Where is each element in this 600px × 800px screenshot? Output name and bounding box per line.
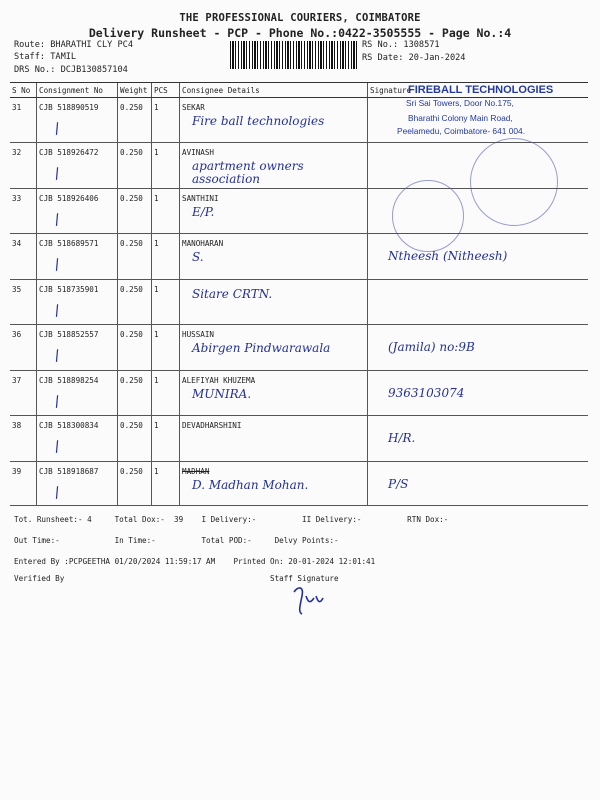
- handwritten-note: Fire ball technologies: [192, 114, 325, 128]
- cell-consignment-no: [37, 462, 118, 506]
- cell-weight: [118, 280, 152, 325]
- cell-consignment-no: [37, 189, 118, 234]
- pen-tick-mark: /: [50, 210, 65, 229]
- cell-pcs-text: 1: [154, 239, 159, 248]
- cell-weight-text: 0.250: [120, 467, 143, 476]
- cell-consignment-no-text: CJB 518926406: [39, 194, 99, 203]
- cell-consignee: [180, 416, 368, 462]
- cell-consignee: [180, 325, 368, 371]
- cell-sno: [10, 371, 37, 416]
- cell-weight-text: 0.250: [120, 148, 143, 157]
- handwritten-note: MUNIRA.: [192, 387, 252, 401]
- handwritten-note: apartment owners association: [192, 159, 304, 186]
- cell-sno: [10, 416, 37, 462]
- col-consignment: Consignment No: [37, 83, 118, 98]
- handwritten-signature: P/S: [388, 477, 409, 491]
- cell-sno: [10, 234, 37, 280]
- col-signature: Signature: [368, 83, 589, 98]
- pen-tick-mark: /: [50, 164, 65, 183]
- stamp-company-name: FIREBALL TECHNOLOGIES: [408, 84, 554, 96]
- cell-consignment-no: [37, 371, 118, 416]
- rs-number: RS No.: 1308571: [362, 40, 440, 50]
- runsheet-subtitle: Delivery Runsheet - PCP - Phone No.:0422-3505555 - Page No.:4: [88, 26, 512, 40]
- staff-signature-label: Staff Signature: [270, 574, 339, 583]
- cell-pcs: [152, 98, 180, 143]
- round-stamp: [470, 138, 558, 226]
- cell-signature: [368, 280, 589, 325]
- consignee-name: MADHAN: [182, 467, 210, 476]
- cell-consignee: [180, 234, 368, 280]
- col-sno: S No: [10, 83, 37, 98]
- cell-weight: [118, 234, 152, 280]
- cell-consignment-no-text: CJB 518689571: [39, 239, 99, 248]
- consignee-name: HUSSAIN: [182, 330, 215, 339]
- staff-signature-mark: [288, 582, 328, 622]
- cell-sno-text: 35: [12, 285, 22, 294]
- cell-pcs-text: 1: [154, 148, 159, 157]
- cell-consignment-no: [37, 98, 118, 143]
- handwritten-note: Abirgen Pindwarawala: [192, 341, 331, 355]
- handwritten-signature: H/R.: [388, 431, 416, 445]
- cell-consignee: [180, 371, 368, 416]
- cell-sno: [10, 325, 37, 371]
- cell-consignment-no-text: CJB 518898254: [39, 376, 99, 385]
- cell-weight: [118, 462, 152, 506]
- rs-date: RS Date: 20-Jan-2024: [362, 53, 466, 63]
- cell-sno-text: 34: [12, 239, 22, 248]
- cell-weight-text: 0.250: [120, 376, 143, 385]
- cell-weight-text: 0.250: [120, 285, 143, 294]
- cell-pcs-text: 1: [154, 194, 159, 203]
- consignee-name: SEKAR: [182, 103, 205, 112]
- cell-weight-text: 0.250: [120, 421, 143, 430]
- footer-totals: Tot. Runsheet:- 4 Total Dox:- 39 I Delivery:- II Delivery:- RTN Dox:-: [14, 515, 449, 524]
- cell-weight: [118, 143, 152, 189]
- cell-sno-text: 32: [12, 148, 22, 157]
- cell-consignee: [180, 280, 368, 325]
- pen-tick-mark: /: [50, 392, 65, 411]
- cell-sno: [10, 143, 37, 189]
- col-pcs: PCS: [152, 83, 180, 98]
- col-weight: Weight: [118, 83, 152, 98]
- cell-sno-text: 31: [12, 103, 22, 112]
- cell-pcs: [152, 234, 180, 280]
- cell-consignee: [180, 98, 368, 143]
- consignee-name: ALEFIYAH KHUZEMA: [182, 376, 256, 385]
- cell-pcs: [152, 371, 180, 416]
- consignee-name: SANTHINI: [182, 194, 219, 203]
- barcode: [230, 41, 358, 69]
- staff-label: Staff: TAMIL: [14, 52, 77, 62]
- pen-tick-mark: /: [50, 301, 65, 320]
- cell-weight-text: 0.250: [120, 103, 143, 112]
- cell-signature: [368, 462, 589, 506]
- cell-weight-text: 0.250: [120, 194, 143, 203]
- cell-pcs-text: 1: [154, 285, 159, 294]
- cell-consignment-no: [37, 143, 118, 189]
- cell-sno: [10, 462, 37, 506]
- cell-pcs: [152, 462, 180, 506]
- cell-sno-text: 39: [12, 467, 22, 476]
- cell-pcs: [152, 143, 180, 189]
- cell-weight: [118, 416, 152, 462]
- consignee-name: MANOHARAN: [182, 239, 224, 248]
- cell-pcs: [152, 325, 180, 371]
- cell-pcs-text: 1: [154, 376, 159, 385]
- table-row: [10, 371, 588, 416]
- cell-sno-text: 36: [12, 330, 22, 339]
- pen-tick-mark: /: [50, 119, 65, 138]
- stamp-address-3: Peelamedu, Coimbatore- 641 004.: [397, 126, 526, 136]
- stamp-address-1: Sri Sai Towers, Door No.175,: [406, 98, 514, 108]
- cell-consignment-no: [37, 325, 118, 371]
- stamp-address-2: Bharathi Colony Main Road,: [408, 113, 513, 123]
- verified-by: Verified By: [14, 574, 65, 583]
- cell-sno-text: 37: [12, 376, 22, 385]
- cell-consignment-no-text: CJB 518735901: [39, 285, 99, 294]
- route-label: Route: BHARATHI CLY PC4: [14, 40, 133, 50]
- cell-signature: [368, 416, 589, 462]
- cell-consignment-no: [37, 234, 118, 280]
- handwritten-note: E/P.: [192, 205, 215, 219]
- cell-sno-text: 38: [12, 421, 22, 430]
- cell-weight-text: 0.250: [120, 330, 143, 339]
- cell-sno-text: 33: [12, 194, 22, 203]
- cell-pcs: [152, 280, 180, 325]
- cell-signature: [368, 371, 589, 416]
- consignee-name: DEVADHARSHINI: [182, 421, 242, 430]
- handwritten-signature: Ntheesh (Nitheesh): [388, 249, 508, 263]
- table-row: [10, 280, 588, 325]
- handwritten-note: D. Madhan Mohan.: [192, 478, 309, 492]
- pen-tick-mark: /: [50, 483, 65, 502]
- table-row: [10, 325, 588, 371]
- handwritten-note: S.: [192, 250, 204, 264]
- cell-signature: [368, 325, 589, 371]
- round-stamp-2: [392, 180, 464, 252]
- cell-weight: [118, 189, 152, 234]
- cell-consignee: [180, 143, 368, 189]
- cell-consignment-no: [37, 416, 118, 462]
- cell-pcs-text: 1: [154, 103, 159, 112]
- cell-pcs-text: 1: [154, 421, 159, 430]
- drs-label: DRS No.: DCJB130857104: [14, 65, 128, 75]
- handwritten-signature: (Jamila) no:9B: [388, 340, 475, 354]
- cell-consignment-no-text: CJB 518300834: [39, 421, 99, 430]
- table-row: [10, 416, 588, 462]
- cell-consignment-no-text: CJB 518890519: [39, 103, 99, 112]
- cell-weight: [118, 325, 152, 371]
- table-row: [10, 462, 588, 506]
- pen-tick-mark: /: [50, 437, 65, 456]
- cell-pcs-text: 1: [154, 330, 159, 339]
- footer-times: Out Time:- In Time:- Total POD:- Delvy Points:-: [14, 536, 339, 545]
- table-row: [10, 234, 588, 280]
- cell-weight: [118, 371, 152, 416]
- cell-consignment-no-text: CJB 518918687: [39, 467, 99, 476]
- footer-entered: Entered By :PCPGEETHA 01/20/2024 11:59:17 AM Printed On: 20-01-2024 12:01:41: [14, 557, 376, 566]
- cell-pcs: [152, 189, 180, 234]
- cell-consignment-no: [37, 280, 118, 325]
- handwritten-note: Sitare CRTN.: [192, 287, 273, 301]
- cell-weight-text: 0.250: [120, 239, 143, 248]
- cell-weight: [118, 98, 152, 143]
- consignee-name: AVINASH: [182, 148, 215, 157]
- cell-consignment-no-text: CJB 518852557: [39, 330, 99, 339]
- cell-consignee: [180, 189, 368, 234]
- col-consignee: Consignee Details: [180, 83, 368, 98]
- pen-tick-mark: /: [50, 346, 65, 365]
- company-title: THE PROFESSIONAL COURIERS, COIMBATORE: [179, 12, 421, 24]
- cell-sno: [10, 98, 37, 143]
- cell-sno: [10, 280, 37, 325]
- cell-consignment-no-text: CJB 518926472: [39, 148, 99, 157]
- cell-sno: [10, 189, 37, 234]
- cell-pcs-text: 1: [154, 467, 159, 476]
- handwritten-signature: 9363103074: [388, 386, 465, 400]
- cell-pcs: [152, 416, 180, 462]
- cell-consignee: [180, 462, 368, 506]
- pen-tick-mark: /: [50, 255, 65, 274]
